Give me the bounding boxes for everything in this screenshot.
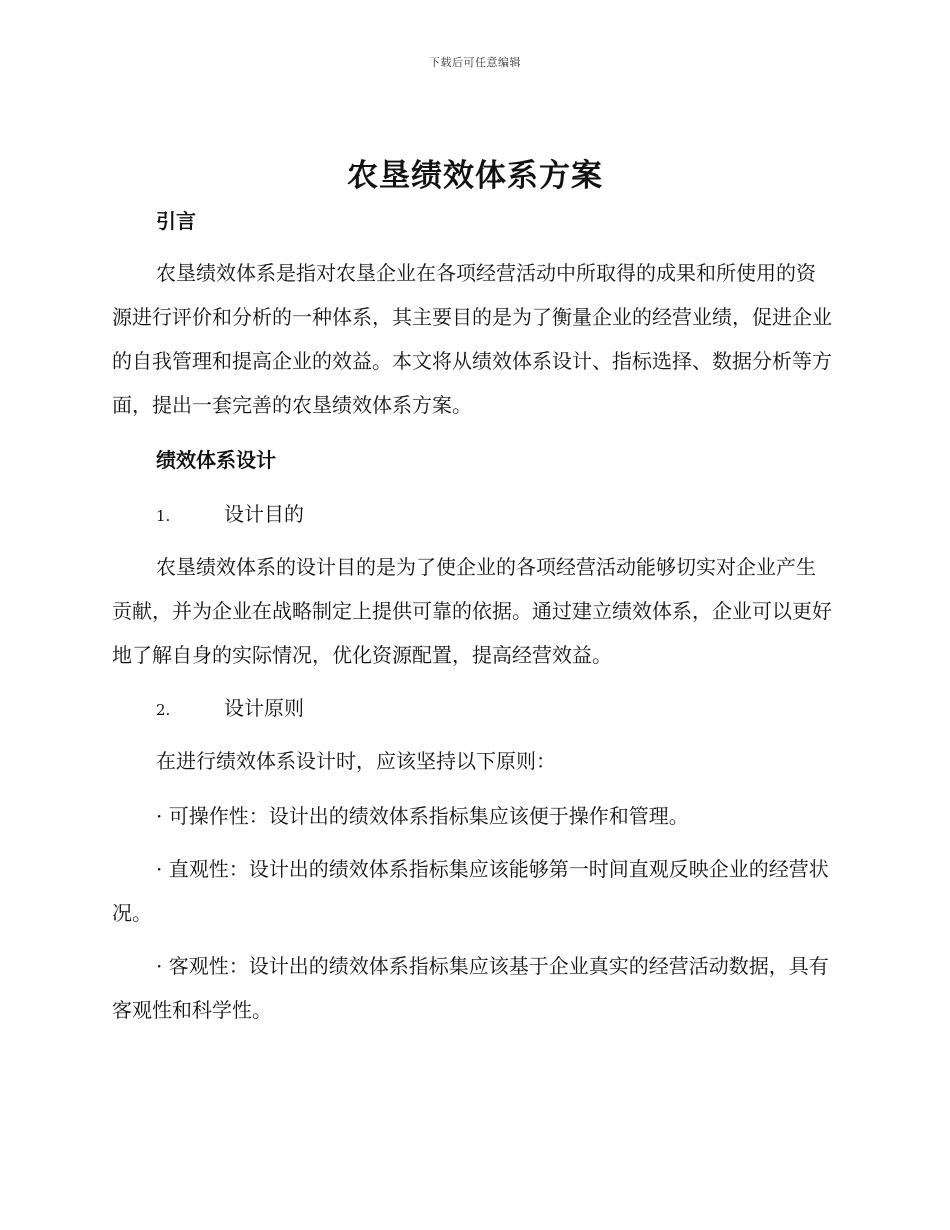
item-title: 设计原则 [224,696,304,720]
item-number: 1. [156,507,171,525]
principle-intuitiveness: · 直观性：设计出的绩效体系指标集应该能够第一时间直观反映企业的经营状况。 [112,857,829,925]
item-title: 设计目的 [224,502,304,526]
principle-objectivity: · 客观性：设计出的绩效体系指标集应该基于企业真实的经营活动数据，具有客观性和科学性。 [112,954,829,1022]
section-heading-design: 绩效体系设计 [156,448,276,472]
document-title: 农垦绩效体系方案 [347,158,603,194]
intro-paragraph: 农垦绩效体系是指对农垦企业在各项经营活动中所取得的成果和所使用的资源进行评价和分析的一种体系，其主要目的是为了衡量企业的经营业绩，促进企业的自我管理和提高企业的效益。本文将从绩效体系设计、指标选择、数据分析等方面，提出一套完善的农垦绩效体系方案。 [112,261,832,417]
header-note: 下载后可任意编辑 [429,56,521,69]
intro-heading: 引言 [156,209,196,233]
principles-intro: 在进行绩效体系设计时，应该坚持以下原则： [156,749,556,773]
numbered-heading-purpose [156,498,304,527]
numbered-heading-principles [156,692,304,721]
purpose-paragraph: 农垦绩效体系的设计目的是为了使企业的各项经营活动能够切实对企业产生贡献，并为企业在战略制定上提供可靠的依据。通过建立绩效体系，企业可以更好地了解自身的实际情况，优化资源配置，提高经营效益。 [112,555,832,667]
item-number: 2. [156,701,171,719]
principle-operability: · 可操作性：设计出的绩效体系指标集应该便于操作和管理。 [156,804,689,828]
